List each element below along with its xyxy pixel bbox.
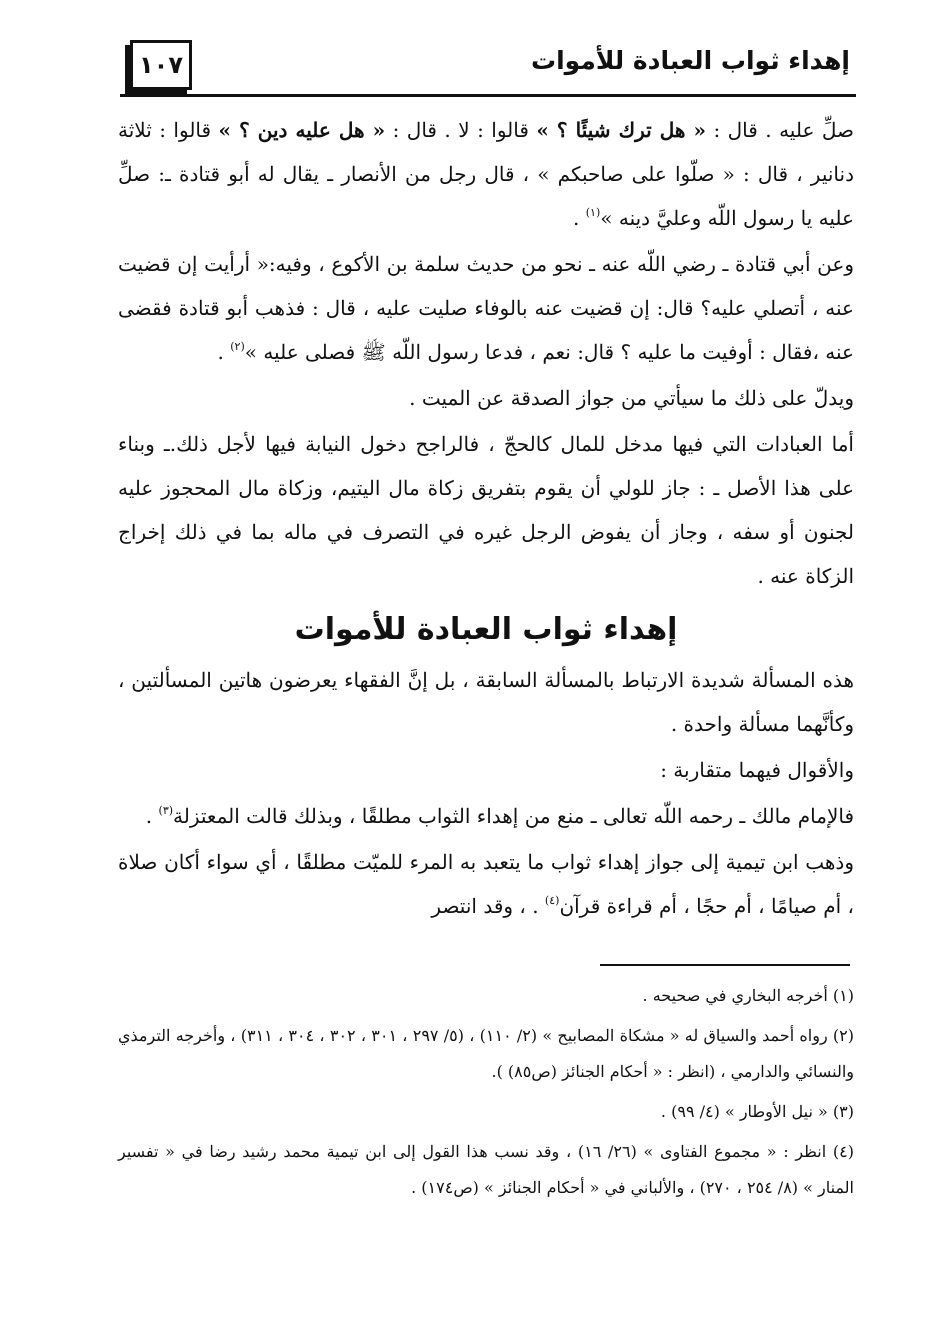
footnote-2: (٢) رواه أحمد والسياق له « مشكاة المصابيح » (٢/ ١١٠) ، (٥/ ٢٩٧ ، ٣٠١ ، ٣٠٢ ، ٣٠٤ ، ٣١١) ، وأخرجه الترمذي والنسائي والدارمي ، (انظر : « أحكام الجنائز (ص٨٥) ). [118, 1026, 855, 1081]
footnote-marker-3: (٣) [158, 804, 174, 817]
paragraph-4: أما العبادات التي فيها مدخل للمال كالحجّ ، فالراجح دخول النيابة فيها لأجل ذلك.ـ وبناء على هذا الأصل ـ : جاز للولي أن يقوم بتفريق زكاة مال اليتيم، وزكاة مال المحجوز عليه لجنون أو سفه ، وجاز أن يفوض الرجل غيره في التصرف في ماله بما في ذلك إخراج الزكاة عنه . [118, 432, 854, 588]
footnote-marker-1: (١) [585, 206, 601, 219]
footnote-4: (٤) انظر : « مجموع الفتاوى » (٢٦/ ١٦) ، وقد نسب هذا القول إلى ابن تيمية محمد رشيد رضا في « تفسير المنار » (٨/ ٢٥٤ ، ٢٧٠) ، والألباني في « أحكام الجنائز » (ص١٧٤) . [118, 1142, 855, 1197]
footnotes [118, 978, 854, 1210]
running-title: إهداء ثواب العبادة للأموات [530, 46, 850, 75]
paragraph-5: هذه المسألة شديدة الارتباط بالمسألة السابقة ، بل إنَّ الفقهاء يعرضون هاتين المسألتين ، وكأنَّهما مسألة واحدة . [118, 668, 854, 736]
paragraph-2: وعن أبي قتادة ـ رضي اللّه عنه ـ نحو من حديث سلمة بن الأكوع ، وفيه:« أرأيت إن قضيت عنه ، أتصلي عليه؟ قال: إن قضيت عنه بالوفاء صليت عليه ، قال : فذهب أبو قتادة فقضى عنه ،فقال : أوفيت ما عليه ؟ قال: نعم ، فدعا رسول اللّه ﷺ فصلى عليه »$^{(٢)}$ . [118, 252, 854, 364]
footnote-3: (٣) « نيل الأوطار » (٤/ ٩٩) . [660, 1102, 854, 1121]
body-text [118, 108, 854, 930]
paragraph-1: صلِّ عليه . قال : « هل ترك شيئًا ؟ » قالوا : لا . قال : « هل عليه دين ؟ » قالوا : ثلاثة دنانير ، قال : « صلّوا على صاحبكم » ، قال رجل من الأنصار ـ يقال له أبو قتادة ـ: صلِّ عليه يا رسول اللّه وعليَّ دينه »$^{(١)}$ . [118, 118, 854, 230]
footnote-marker-4: (٤) [544, 894, 560, 907]
footnote-1: (١) أخرجه البخاري في صحيحه . [642, 986, 854, 1005]
footnote-separator [600, 964, 850, 966]
paragraph-3: ويدلّ على ذلك ما سيأتي من جواز الصدقة عن الميت . [409, 386, 854, 410]
page-number: ١٠٧ [130, 40, 192, 90]
section-heading: إهداء ثواب العبادة للأموات [294, 612, 678, 647]
footnote-marker-2: (٢) [230, 340, 245, 353]
running-header [120, 36, 856, 97]
paragraph-8: وذهب ابن تيمية إلى جواز إهداء ثواب ما يتعبد به المرء للميّت مطلقًا ، أي سواء أكان صلاة ، أم صيامًا ، أم حجًا ، أم قراءة قرآن$^{(٤)}$ . ، وقد انتصر [118, 850, 854, 918]
paragraph-7: فالإمام مالك ـ رحمه اللّه تعالى ـ منع من إهداء الثواب مطلقًا ، وبذلك قالت المعتزلة$^{(٣)}$ . [145, 804, 854, 828]
paragraph-6: والأقوال فيهما متقاربة : [660, 758, 854, 782]
